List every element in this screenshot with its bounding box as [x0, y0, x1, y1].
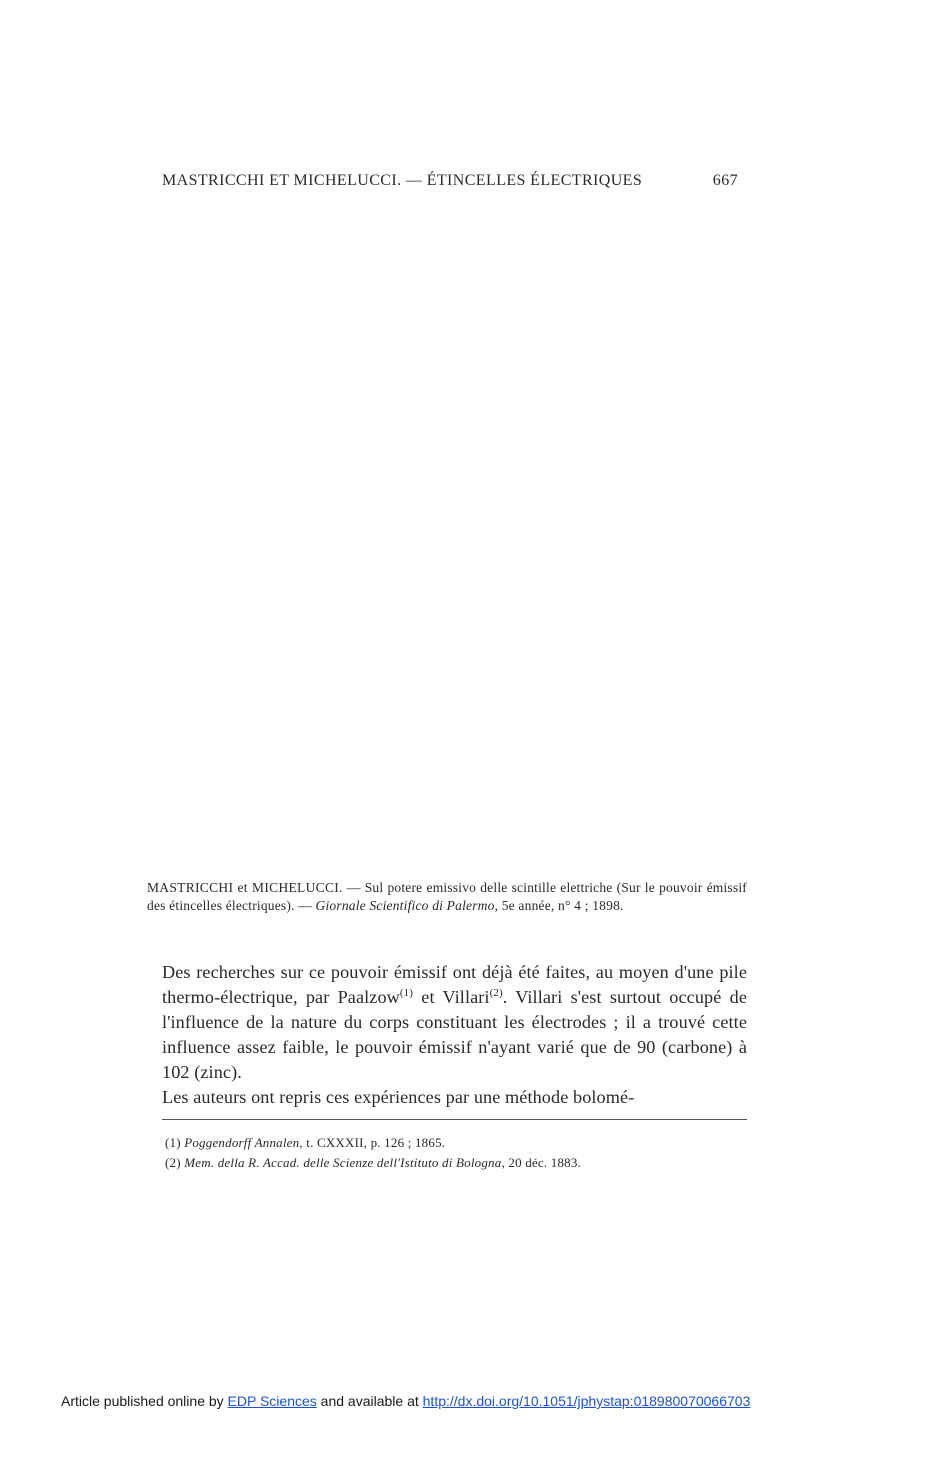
footnote-1-rest: , t. CXXXII, p. 126 ; 1865. [299, 1135, 446, 1150]
bibliographic-reference [147, 879, 747, 914]
page-number: 667 [712, 172, 738, 189]
footnote-ref-1: (1) [399, 986, 414, 999]
running-head [162, 172, 738, 190]
banner-prefix: Article published online by [61, 1393, 228, 1409]
reference-details: , 5e année, n° 4 ; 1898. [494, 897, 624, 913]
banner-middle: and available at [316, 1393, 423, 1409]
publisher-link[interactable]: EDP Sciences [227, 1393, 317, 1409]
paragraph-1-part-c: . Villari s'est surtout occupé de l'influence de la nature du corps constituant les électrodes ; il a trouvé cette influence assez faible, le pouvoir émissif n'ayant varié que de 90 (carbone) à 102 (zinc). [162, 987, 747, 1082]
publisher-banner [61, 1393, 750, 1409]
body-text [162, 960, 747, 1110]
footnote-1 [165, 1133, 747, 1153]
footnote-ref-2: (2) [489, 986, 503, 999]
footnote-rule [162, 1119, 747, 1120]
footnote-2-rest: , 20 déc. 1883. [501, 1155, 582, 1170]
footnotes [165, 1133, 747, 1173]
paragraph-2: Les auteurs ont repris ces expériences par une méthode bolomé- [162, 1087, 635, 1107]
doi-link[interactable]: http://dx.doi.org/10.1051/jphystap:018980070066703 [422, 1393, 751, 1409]
running-head-title: MASTRICCHI ET MICHELUCCI. — ÉTINCELLES ÉLECTRIQUES [162, 172, 643, 189]
paragraph-1-part-a: Des recherches sur ce pouvoir émissif ont déjà été faites, au moyen d'une pile thermo-électrique, par Paalzow [162, 962, 747, 1007]
paragraph-1 [162, 960, 747, 1085]
footnote-2 [165, 1153, 747, 1173]
footnote-1-title: Poggendorff Annalen [184, 1135, 300, 1150]
reference-journal: Giornale Scientifico di Palermo [315, 897, 495, 913]
footnote-2-title: Mem. della R. Accad. delle Scienze dell'Istituto di Bologna [184, 1155, 502, 1170]
reference-authors: MASTRICCHI et MICHELUCCI. [147, 880, 343, 895]
footnote-1-mark: (1) [165, 1135, 181, 1150]
paragraph-1-part-b: et Villari [413, 987, 490, 1007]
reference-title: — Sul potere emissivo delle scintille elettriche (Sur le pouvoir émissif des étincelles électriques). — [147, 880, 747, 913]
footnote-2-mark: (2) [165, 1155, 181, 1170]
